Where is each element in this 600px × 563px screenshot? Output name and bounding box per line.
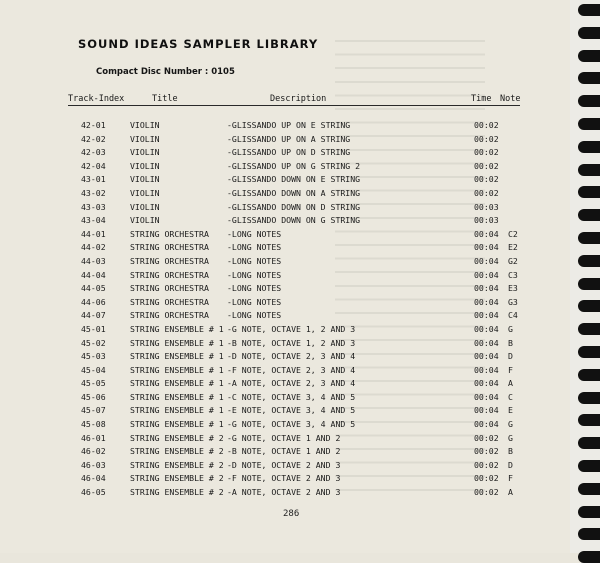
table-row — [0, 297, 560, 311]
binding-ring — [578, 528, 600, 540]
track-title: VIOLIN — [130, 160, 160, 171]
track-title: STRING ENSEMBLE # 1 — [130, 419, 224, 430]
track-index: 45-01 — [81, 323, 106, 334]
track-index: 45-05 — [81, 378, 106, 389]
track-title: STRING ORCHESTRA — [130, 255, 209, 266]
track-description: -GLISSANDO UP ON A STRING — [227, 133, 351, 144]
track-title: STRING ORCHESTRA — [130, 296, 209, 307]
cd-number: Compact Disc Number : 0105 — [96, 67, 235, 77]
track-index: 42-01 — [81, 120, 106, 130]
binding-ring — [578, 369, 600, 381]
track-time: 00:02 — [474, 459, 499, 470]
track-index: 44-01 — [81, 228, 106, 239]
track-note: G2 — [508, 255, 518, 266]
track-index: 45-06 — [81, 391, 106, 402]
binding-ring — [578, 255, 600, 267]
track-time: 00:04 — [474, 419, 499, 430]
track-note: E3 — [508, 283, 518, 294]
binding-ring — [578, 506, 600, 518]
table-row — [0, 120, 560, 134]
track-title: STRING ENSEMBLE # 1 — [130, 364, 224, 375]
track-index: 46-01 — [81, 432, 106, 443]
track-index: 46-03 — [81, 459, 106, 470]
binding-ring — [578, 323, 600, 335]
track-title: STRING ORCHESTRA — [130, 310, 209, 321]
track-index: 44-07 — [81, 310, 106, 321]
track-index: 46-04 — [81, 473, 106, 484]
track-note: G — [508, 432, 513, 443]
track-time: 00:02 — [474, 133, 499, 144]
track-description: -G NOTE, OCTAVE 3, 4 AND 5 — [227, 419, 356, 430]
track-note: F — [508, 473, 513, 484]
binding-ring — [578, 232, 600, 244]
track-time: 00:04 — [474, 255, 499, 266]
track-title: VIOLIN — [130, 187, 160, 198]
binding-ring — [578, 278, 600, 290]
table-row — [0, 473, 560, 487]
spiral-binding — [570, 0, 600, 553]
table-row — [0, 433, 560, 447]
track-description: -F NOTE, OCTAVE 2 AND 3 — [227, 473, 341, 484]
binding-ring — [578, 50, 600, 62]
track-index: 45-04 — [81, 364, 106, 375]
track-index: 43-04 — [81, 215, 106, 226]
track-note: D — [508, 351, 513, 362]
binding-ring — [578, 72, 600, 84]
track-time: 00:04 — [474, 391, 499, 402]
track-description: -B NOTE, OCTAVE 1 AND 2 — [227, 446, 341, 457]
track-note: C2 — [508, 228, 518, 239]
track-description: -GLISSANDO DOWN ON G STRING — [227, 215, 361, 226]
track-description: -C NOTE, OCTAVE 3, 4 AND 5 — [227, 391, 356, 402]
track-index: 46-02 — [81, 446, 106, 457]
track-index: 45-03 — [81, 351, 106, 362]
track-time: 00:02 — [474, 446, 499, 457]
table-row — [0, 188, 560, 202]
track-time: 00:03 — [474, 215, 499, 226]
track-description: -GLISSANDO UP ON D STRING — [227, 147, 351, 158]
track-time: 00:02 — [474, 174, 499, 185]
track-index: 42-04 — [81, 160, 106, 171]
track-time: 00:04 — [474, 269, 499, 280]
track-note: A — [508, 378, 513, 389]
track-title: STRING ENSEMBLE # 2 — [130, 473, 224, 484]
track-description: -A NOTE, OCTAVE 2, 3 AND 4 — [227, 378, 356, 389]
track-description: -GLISSANDO DOWN ON A STRING — [227, 187, 361, 198]
track-index: 44-03 — [81, 255, 106, 266]
binding-ring — [578, 483, 600, 495]
track-title: STRING ENSEMBLE # 1 — [130, 378, 224, 389]
track-note: B — [508, 446, 513, 457]
table-row — [0, 338, 560, 352]
table-row — [0, 270, 560, 284]
track-index: 44-02 — [81, 242, 106, 253]
track-title: STRING ENSEMBLE # 1 — [130, 337, 224, 348]
table-row — [0, 215, 560, 229]
track-time: 00:04 — [474, 242, 499, 253]
track-time: 00:02 — [474, 187, 499, 198]
track-description: -D NOTE, OCTAVE 2 AND 3 — [227, 459, 341, 470]
track-title: STRING ORCHESTRA — [130, 228, 209, 239]
track-note: E — [508, 405, 513, 416]
track-title: VIOLIN — [130, 215, 160, 226]
header-description: Description — [270, 94, 327, 104]
track-note: G — [508, 323, 513, 334]
track-time: 00:04 — [474, 405, 499, 416]
track-note: C — [508, 391, 513, 402]
track-time: 00:02 — [474, 120, 499, 130]
track-description: -GLISSANDO DOWN ON D STRING — [227, 201, 361, 212]
binding-ring — [578, 437, 600, 449]
track-description: -LONG NOTES — [227, 255, 282, 266]
header-rule — [68, 105, 520, 106]
table-row — [0, 365, 560, 379]
track-time: 00:04 — [474, 337, 499, 348]
track-index: 45-02 — [81, 337, 106, 348]
binding-ring — [578, 4, 600, 16]
track-description: -GLISSANDO UP ON G STRING 2 — [227, 160, 361, 171]
track-title: VIOLIN — [130, 133, 160, 144]
track-index: 44-06 — [81, 296, 106, 307]
track-description: -LONG NOTES — [227, 228, 282, 239]
track-title: STRING ORCHESTRA — [130, 269, 209, 280]
track-note: C4 — [508, 310, 518, 321]
binding-ring — [578, 118, 600, 130]
track-note: F — [508, 364, 513, 375]
binding-ring — [578, 209, 600, 221]
track-index: 43-02 — [81, 187, 106, 198]
table-row — [0, 147, 560, 161]
track-description: -LONG NOTES — [227, 269, 282, 280]
track-time: 00:02 — [474, 432, 499, 443]
track-description: -GLISSANDO DOWN ON E STRING — [227, 174, 361, 185]
track-index: 44-04 — [81, 269, 106, 280]
track-index: 42-02 — [81, 133, 106, 144]
table-row — [0, 174, 560, 188]
table-row — [0, 310, 560, 324]
track-description: -A NOTE, OCTAVE 2 AND 3 — [227, 487, 341, 498]
track-index: 46-05 — [81, 487, 106, 498]
track-title: STRING ENSEMBLE # 1 — [130, 323, 224, 334]
track-note: G3 — [508, 296, 518, 307]
track-description: -G NOTE, OCTAVE 1, 2 AND 3 — [227, 323, 356, 334]
binding-ring — [578, 460, 600, 472]
table-row — [0, 392, 560, 406]
page-title: SOUND IDEAS SAMPLER LIBRARY — [78, 37, 319, 51]
track-title: STRING ENSEMBLE # 1 — [130, 391, 224, 402]
binding-ring — [578, 95, 600, 107]
track-time: 00:04 — [474, 351, 499, 362]
track-time: 00:02 — [474, 473, 499, 484]
track-note: E2 — [508, 242, 518, 253]
track-table — [0, 120, 560, 501]
track-title: STRING ENSEMBLE # 2 — [130, 432, 224, 443]
track-time: 00:04 — [474, 310, 499, 321]
track-note: A — [508, 487, 513, 498]
binding-ring — [578, 164, 600, 176]
track-index: 45-08 — [81, 419, 106, 430]
table-row — [0, 351, 560, 365]
track-time: 00:04 — [474, 283, 499, 294]
track-title: STRING ENSEMBLE # 2 — [130, 487, 224, 498]
track-description: -LONG NOTES — [227, 296, 282, 307]
binding-ring — [578, 300, 600, 312]
track-note: B — [508, 337, 513, 348]
track-index: 43-03 — [81, 201, 106, 212]
binding-ring — [578, 141, 600, 153]
track-title: STRING ENSEMBLE # 1 — [130, 405, 224, 416]
table-row — [0, 134, 560, 148]
track-time: 00:04 — [474, 364, 499, 375]
binding-ring — [578, 27, 600, 39]
binding-ring — [578, 392, 600, 404]
track-title: STRING ORCHESTRA — [130, 242, 209, 253]
track-index: 44-05 — [81, 283, 106, 294]
track-description: -E NOTE, OCTAVE 3, 4 AND 5 — [227, 405, 356, 416]
table-row — [0, 487, 560, 501]
track-note: G — [508, 419, 513, 430]
track-time: 00:04 — [474, 378, 499, 389]
page-number: 286 — [283, 509, 300, 519]
header-time: Time — [471, 94, 492, 104]
track-title: STRING ENSEMBLE # 2 — [130, 459, 224, 470]
table-row — [0, 229, 560, 243]
track-description: -D NOTE, OCTAVE 2, 3 AND 4 — [227, 351, 356, 362]
track-description: -GLISSANDO UP ON E STRING — [227, 120, 351, 130]
track-description: -LONG NOTES — [227, 242, 282, 253]
track-index: 43-01 — [81, 174, 106, 185]
track-time: 00:04 — [474, 323, 499, 334]
track-note: C3 — [508, 269, 518, 280]
track-title: STRING ENSEMBLE # 2 — [130, 446, 224, 457]
header-title: Title — [152, 94, 178, 104]
table-row — [0, 283, 560, 297]
track-title: VIOLIN — [130, 201, 160, 212]
table-row — [0, 202, 560, 216]
table-row — [0, 446, 560, 460]
track-title: STRING ENSEMBLE # 1 — [130, 351, 224, 362]
table-row — [0, 161, 560, 175]
table-row — [0, 405, 560, 419]
table-row — [0, 242, 560, 256]
header-note: Note — [500, 94, 521, 104]
track-time: 00:02 — [474, 160, 499, 171]
track-index: 42-03 — [81, 147, 106, 158]
track-time: 00:02 — [474, 487, 499, 498]
header-track: Track-Index — [68, 94, 125, 104]
track-time: 00:03 — [474, 201, 499, 212]
track-title: VIOLIN — [130, 147, 160, 158]
track-description: -LONG NOTES — [227, 283, 282, 294]
track-description: -G NOTE, OCTAVE 1 AND 2 — [227, 432, 341, 443]
binding-ring — [578, 346, 600, 358]
track-note: D — [508, 459, 513, 470]
table-row — [0, 460, 560, 474]
track-index: 45-07 — [81, 405, 106, 416]
track-title: VIOLIN — [130, 120, 160, 130]
track-time: 00:04 — [474, 296, 499, 307]
binding-ring — [578, 414, 600, 426]
table-row — [0, 324, 560, 338]
track-title: STRING ORCHESTRA — [130, 283, 209, 294]
binding-ring — [578, 186, 600, 198]
track-description: -LONG NOTES — [227, 310, 282, 321]
table-row — [0, 378, 560, 392]
track-description: -B NOTE, OCTAVE 1, 2 AND 3 — [227, 337, 356, 348]
table-row — [0, 256, 560, 270]
track-title: VIOLIN — [130, 174, 160, 185]
track-time: 00:02 — [474, 147, 499, 158]
track-description: -F NOTE, OCTAVE 2, 3 AND 4 — [227, 364, 356, 375]
track-time: 00:04 — [474, 228, 499, 239]
table-row — [0, 419, 560, 433]
